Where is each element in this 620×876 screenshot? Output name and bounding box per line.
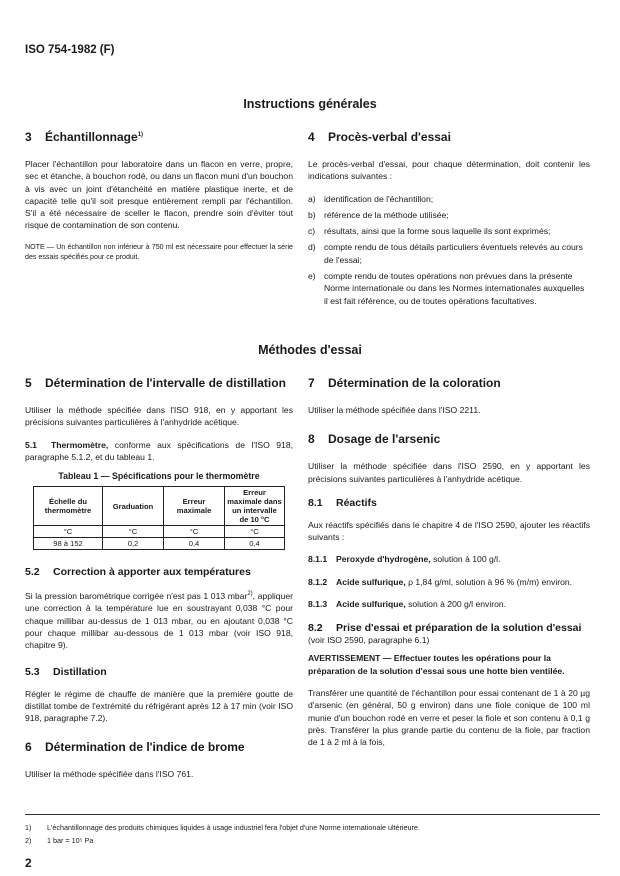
section-8-heading [308,432,590,446]
section-3-number: 3 [25,130,32,144]
footnote-ref-1: 1) [137,132,144,138]
page-number: 2 [25,856,32,870]
footnote-text: L'échantillonnage des produits chimiques liquides à usage industriel fera l'objet d'une Norme internationale ultérieure. [47,823,420,832]
table-cell: 0,4 [164,538,225,550]
footnote-text: 1 bar = 10⁵ Pa [47,836,94,845]
thermometer-table [33,486,285,550]
table-cell: °C [34,526,103,538]
section-5-2-number: 5.2 [25,566,40,579]
section-5-heading [25,376,293,390]
section-5-2-heading [25,566,293,578]
table-row [34,538,285,550]
list-label: b) [308,209,316,220]
section-3-title: Échantillonnage [45,130,138,144]
section-5-number: 5 [25,376,32,390]
section-8-1-paragraph: Aux réactifs spécifiés dans le chapitre 4 de l'ISO 2590, ajouter les réactifs suivants : [308,519,590,543]
section-8-2-heading [308,622,590,646]
list-label: a) [308,193,316,204]
section-4-paragraph: Le procès-verbal d'essai, pour chaque détermination, doit contenir les indications suivantes : [308,159,590,182]
section-8-1-2-title: Acide sulfurique, [336,576,406,587]
section-6-number: 6 [25,740,32,755]
list-item [308,270,590,307]
table-header-row [34,487,285,526]
section-8-1-2-text: ρ 1,84 g/ml, solution à 96 % (m/m) environ. [408,576,573,587]
section-8-1-title: Réactifs [336,496,377,509]
section-4-title: Procès-verbal d'essai [328,130,451,144]
list-label: d) [308,242,316,253]
section-title-methods: Méthodes d'essai [258,343,362,357]
list-text: identification de l'échantillon; [324,193,434,204]
list-label: c) [308,226,316,237]
section-8-1-2-number: 8.1.2 [308,576,328,587]
section-8-2-reference: (voir ISO 2590, paragraphe 6.1) [308,635,430,646]
warning-paragraph [308,652,590,677]
section-8-2-paragraph: Transférer une quantité de l'échantillon pour essai contenant de 1 à 20 µg d'arsenic (en général, 50 g environ) dans une fiole conique de 100 ml munie d'un bouchon rodé en verre et peser la fiole et son contenu à 0,1 g près. Transférer la plus grande partie du contenu de la fiole, par fraction de 1 à 2 ml à la fois, [308,687,590,748]
list-text: compte rendu de toutes opérations non prévues dans la présente Norme internationale ou dans les Normes internationales auxquelles il est fait référence, ou de toutes opérations facultatives. [324,271,585,306]
section-5-3-number: 5.3 [25,665,40,678]
list-item [308,193,590,205]
section-5-1 [25,439,293,464]
section-7-heading [308,376,590,390]
table-cell: °C [225,526,285,538]
section-7-paragraph: Utiliser la méthode spécifiée dans l'ISO 2211. [308,405,481,415]
section-7-8 [308,376,590,758]
section-5-3-title: Distillation [53,665,107,678]
section-5-1-title: Thermomètre, [51,439,109,450]
footnote-label: 1) [25,823,32,832]
table-header-cell: Erreur maximale dans un intervalle de 10 °C [225,487,285,526]
list-label: e) [308,271,316,282]
section-3 [25,130,293,262]
section-6-paragraph: Utiliser la méthode spécifiée dans l'ISO 761. [25,769,194,780]
warning-text: Effectuer toutes les opérations pour la préparation de la solution d'essai sous une hotte bien ventilée. [308,653,565,676]
section-5-1-number: 5.1 [25,439,37,450]
section-8-1-1-text: solution à 100 g/l. [433,554,501,565]
section-3-paragraph: Placer l'échantillon pour laboratoire dans un flacon en verre, propre, sec et étanche, à bouchon rodé, ou dans un flacon muni d'un bouchon à vis avec un joint d'étanchéité en matière plastique inerte, et de capacité telle qu'il soit presque entièrement rempli par l'échantillon. S'il a été nécessaire de sceller le flacon, prendre soin d'éviter tout risque de contamination de son contenu. [25,159,293,231]
list-text: compte rendu de tous détails particuliers éventuels relevés au cours de l'essai; [324,242,583,265]
section-8-number: 8 [308,432,315,447]
table-caption: Tableau 1 — Spécifications pour le thermomètre [58,471,260,482]
footnote-2 [25,836,93,845]
table-cell: 0,2 [103,538,164,550]
section-3-heading [25,130,293,144]
section-6-heading [25,740,293,754]
section-8-1-3-title: Acide sulfurique, [336,599,406,610]
table-header-cell: Échelle du thermomètre [34,487,103,526]
section-3-note: NOTE — Un échantillon non inférieur à 750 ml est nécessaire pour effectuer la série des essais spécifiés pour ce produit. [25,242,293,261]
warning-label: AVERTISSEMENT — [308,653,392,664]
footnote-ref-2: 2) [247,591,253,598]
list-item [308,209,590,221]
section-8-1-3-number: 8.1.3 [308,599,328,610]
document-header: ISO 754-1982 (F) [25,44,115,56]
section-8-1-3-text: solution à 200 g/l environ. [408,599,507,610]
section-7-number: 7 [308,376,315,390]
section-4-heading [308,130,590,144]
section-5-title: Détermination de l'intervalle de distillation [45,376,286,390]
footnote-label: 2) [25,836,32,845]
list-item [308,225,590,237]
section-8-1-1 [308,553,590,565]
section-5-2-text-b: , appliquer une correction à la température lue en soustrayant 0,038 °C pour chaque millibar au-dessus de 1 013 mbar, ou en ajoutant 0,038 °C pour chaque millibar au-dessous de 1 013 mbar (voir ISO 918, chapitre 9). [25,591,293,651]
section-title-general: Instructions générales [243,97,377,111]
section-5-1-text: conforme aux spécifications de l'ISO 918, paragraphe 5.1.2, et du tableau 1. [25,439,294,462]
section-8-1-1-number: 8.1.1 [308,554,328,565]
section-8-2-title: Prise d'essai et préparation de la solution d'essai [336,622,582,635]
list-text: référence de la méthode utilisée; [324,209,449,220]
section-5-2-title: Correction à apporter aux températures [53,566,251,579]
table-cell: °C [103,526,164,538]
footnote-1 [25,823,420,832]
section-8-1-heading [308,497,590,509]
section-5-3-heading [25,666,293,678]
table-cell: 0,4 [225,538,285,550]
footnote-divider [25,814,600,815]
table-header-cell: Graduation [103,487,164,526]
section-8-2-number: 8.2 [308,622,323,635]
table-cell: °C [164,526,225,538]
section-5-2-paragraph [25,588,293,651]
table-cell: 98 à 152 [34,538,103,550]
section-5-3-paragraph: Régler le régime de chauffe de manière que la première goutte de distillat tombe de l'extrémité du réfrigérant après 12 à 17 min (voir ISO 918, paragraphe 7.2). [25,688,293,724]
section-4 [308,130,590,311]
section-5 [25,376,293,791]
list-text: résultats, ainsi que la forme sous laquelle ils sont exprimés; [324,226,551,237]
section-8-1-3 [308,598,590,610]
section-8-1-1-title: Peroxyde d'hydrogène, [336,554,431,565]
section-8-1-2 [308,576,590,588]
table-unit-row [34,526,285,538]
section-4-number: 4 [308,130,315,144]
section-8-title: Dosage de l'arsenic [328,432,441,447]
section-7-title: Détermination de la coloration [328,376,501,390]
section-8-1-number: 8.1 [308,496,323,509]
section-5-2-text-a: Si la pression barométrique corrigée n'est pas 1 013 mbar [25,591,248,602]
table-header-cell: Erreur maximale [164,487,225,526]
section-5-paragraph: Utiliser la méthode spécifiée dans l'ISO 918, en y apportant les précisions suivantes particulières à l'anhydride acétique. [25,405,293,428]
section-6-title: Détermination de l'indice de brome [45,740,245,755]
section-8-paragraph: Utiliser la méthode spécifiée dans l'ISO 2590, en y apportant les précisions suivantes particulières à l'anhydride acétique. [308,461,590,484]
list-item [308,241,590,266]
